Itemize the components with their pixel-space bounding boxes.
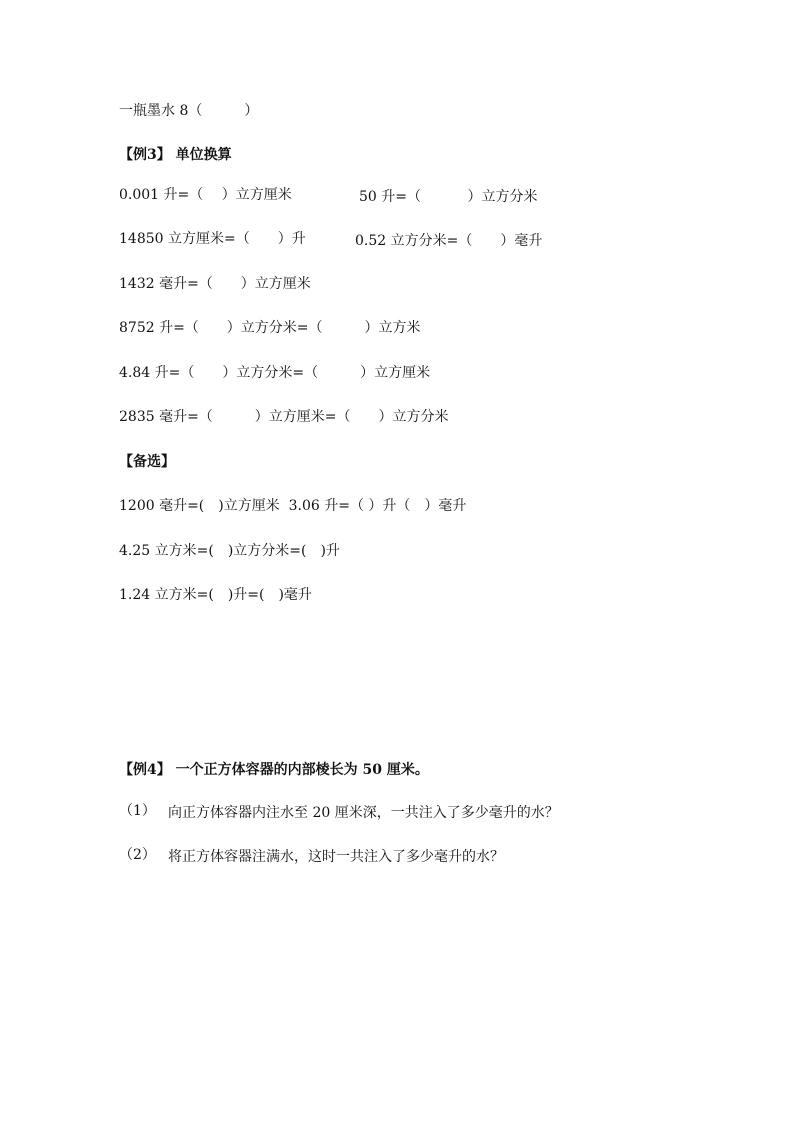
conversion-row-3: 1432 毫升=（ ）立方厘米 [119,276,311,292]
question-1-number: （1） [119,803,156,819]
backup-row-1: 1200 毫升=( )立方厘米 3.06 升=（ ）升（ ）毫升 [119,498,467,514]
conversion-row-5: 4.84 升=（ ）立方分米=（ ）立方厘米 [119,365,431,381]
conversion-row-4: 8752 升=（ ）立方分米=（ ）立方米 [119,320,421,336]
conversion-row-6: 2835 毫升=（ ）立方厘米=（ ）立方分米 [119,409,449,425]
conversion-row-2-right: 0.52 立方分米=（ ）毫升 [355,233,543,249]
conversion-row-2-left: 14850 立方厘米=（ ）升 [119,231,306,247]
backup-row-2: 4.25 立方米=( )立方分米=( )升 [119,543,340,559]
conversion-row-1-left: 0.001 升=（ ）立方厘米 [119,187,292,203]
backup-row-3: 1.24 立方米=( )升=( )毫升 [119,587,312,603]
backup-heading: 【备选】 [119,454,175,470]
conversion-row-1-right: 50 升=（ ）立方分米 [359,189,538,205]
question-1-text: 向正方体容器内注水至 20 厘米深，一共注入了多少毫升的水？ [168,805,559,821]
ink-bottle-question: 一瓶墨水 8（ ） [119,103,259,119]
question-2-number: （2） [119,847,156,863]
example-4-heading: 【例4】 一个正方体容器的内部棱长为 50 厘米。 [119,762,429,778]
question-2-text: 将正方体容器注满水，这时一共注入了多少毫升的水？ [168,849,504,865]
example-3-heading: 【例3】 单位换算 [119,147,232,163]
